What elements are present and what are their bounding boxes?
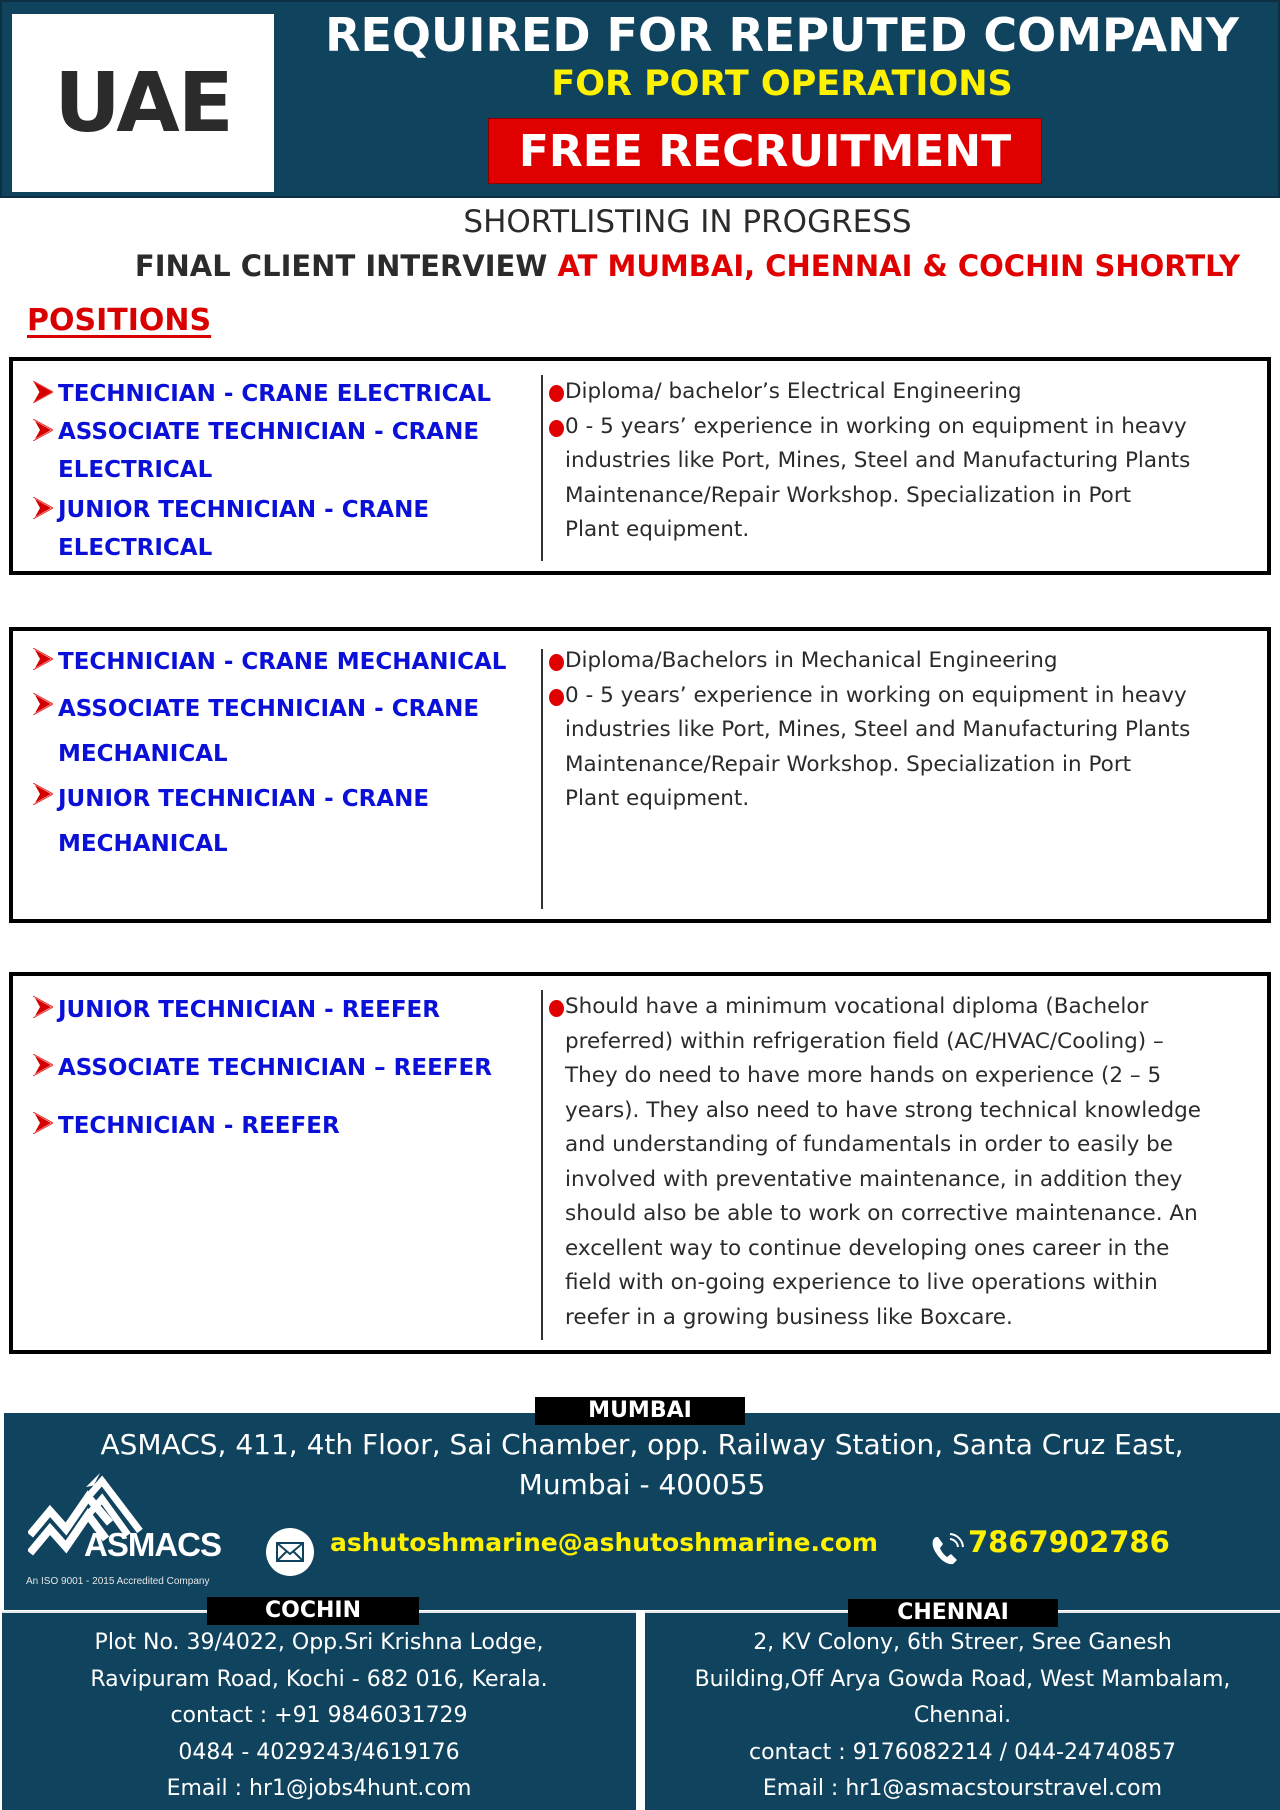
mail-icon	[266, 1528, 314, 1576]
mumbai-office-panel	[4, 1413, 1280, 1610]
position-list	[23, 642, 543, 867]
requirement-list	[549, 375, 1279, 548]
cochin-label: COCHIN	[207, 1597, 419, 1625]
mumbai-phone-link[interactable]: 7867902786	[968, 1525, 1170, 1559]
position-list	[23, 990, 543, 1164]
position-list	[23, 375, 543, 569]
phone-icon	[928, 1531, 966, 1569]
position-item: ASSOCIATE TECHNICIAN - CRANE ELECTRICAL	[23, 413, 543, 491]
position-item: TECHNICIAN - REEFER	[23, 1106, 543, 1164]
column-divider	[541, 649, 543, 909]
arrow-bullet-icon	[33, 1112, 53, 1134]
position-item: ASSOCIATE TECHNICIAN – REEFER	[23, 1048, 543, 1106]
bullet-dot-icon	[549, 689, 564, 706]
chennai-details: 2, KV Colony, 6th Streer, Sree Ganesh Building,Off Arya Gowda Road, West Mambalam, Chennai. contact : 9176082214 / 044-24740857 Email : hr1@asmacstourstravel.com	[694, 1630, 1231, 1801]
interview-locations: AT MUMBAI, CHENNAI & COCHIN SHORTLY	[557, 249, 1241, 283]
requirement-item: Diploma/ bachelor’s Electrical Engineering	[549, 375, 1279, 410]
column-divider	[541, 990, 543, 1340]
cochin-email[interactable]: Email : hr1@jobs4hunt.com	[166, 1776, 472, 1801]
mumbai-email-link[interactable]: ashutoshmarine@ashutoshmarine.com	[330, 1528, 878, 1557]
headline-title: REQUIRED FOR REPUTED COMPANY	[325, 8, 1239, 62]
position-block-reefer	[9, 972, 1271, 1354]
headline-subtitle: FOR PORT OPERATIONS	[551, 64, 1013, 104]
arrow-bullet-icon	[33, 996, 53, 1018]
arrow-bullet-icon	[33, 648, 53, 670]
position-block-crane-mechanical	[9, 627, 1271, 923]
requirement-item: Diploma/Bachelors in Mechanical Engineering	[549, 644, 1279, 679]
chennai-label: CHENNAI	[848, 1599, 1058, 1627]
requirement-list	[549, 990, 1279, 1335]
arrow-bullet-icon	[33, 419, 53, 441]
position-item: TECHNICIAN - CRANE MECHANICAL	[23, 642, 543, 687]
bullet-dot-icon	[549, 1000, 564, 1017]
interview-line	[0, 249, 1280, 283]
chennai-email[interactable]: Email : hr1@asmacstourstravel.com	[762, 1776, 1163, 1801]
arrow-bullet-icon	[33, 497, 53, 519]
requirement-list	[549, 644, 1279, 817]
free-recruitment-badge	[488, 118, 1042, 184]
position-item: JUNIOR TECHNICIAN - CRANE ELECTRICAL	[23, 491, 543, 569]
position-item: ASSOCIATE TECHNICIAN - CRANE MECHANICAL	[23, 687, 543, 777]
country-box	[12, 14, 274, 192]
bullet-dot-icon	[549, 385, 564, 402]
mumbai-address: ASMACS, 411, 4th Floor, Sai Chamber, opp. Railway Station, Santa Cruz East, Mumbai - 400055	[100, 1428, 1184, 1501]
badge-label: FREE RECRUITMENT	[518, 125, 1012, 177]
position-block-crane-electrical	[9, 357, 1271, 575]
chennai-office-panel	[645, 1611, 1280, 1810]
status-line: SHORTLISTING IN PROGRESS	[463, 204, 912, 240]
logo-name: ASMACS	[84, 1526, 222, 1563]
position-item: JUNIOR TECHNICIAN - REEFER	[23, 990, 543, 1048]
arrow-bullet-icon	[33, 1054, 53, 1076]
requirement-item: 0 - 5 years’ experience in working on equipment in heavy industries like Port, Mines, Steel and Manufacturing Plants Maintenance/Repair Workshop. Specialization in Port Plant equipment.	[549, 410, 1279, 548]
column-divider	[541, 375, 543, 561]
position-item: JUNIOR TECHNICIAN - CRANE MECHANICAL	[23, 777, 543, 867]
interview-prefix: FINAL CLIENT INTERVIEW	[134, 249, 558, 283]
bullet-dot-icon	[549, 654, 564, 671]
logo-tagline: An ISO 9001 - 2015 Accredited Company	[26, 1576, 210, 1587]
arrow-bullet-icon	[33, 783, 53, 805]
position-item: TECHNICIAN - CRANE ELECTRICAL	[23, 375, 543, 413]
bullet-dot-icon	[549, 420, 564, 437]
country-label: UAE	[54, 55, 232, 151]
cochin-details: Plot No. 39/4022, Opp.Sri Krishna Lodge, Ravipuram Road, Kochi - 682 016, Kerala. contact : +91 9846031729 0484 - 4029243/4619176 Email : hr1@jobs4hunt.com	[90, 1630, 548, 1801]
positions-heading: POSITIONS	[27, 303, 212, 338]
header-banner	[0, 0, 1280, 198]
requirement-item: 0 - 5 years’ experience in working on equipment in heavy industries like Port, Mines, Steel and Manufacturing Plants Maintenance/Repair Workshop. Specialization in Port Plant equipment.	[549, 679, 1279, 817]
mumbai-label: MUMBAI	[535, 1397, 745, 1425]
cochin-office-panel	[2, 1611, 636, 1810]
arrow-bullet-icon	[33, 693, 53, 715]
requirement-item: Should have a minimum vocational diploma (Bachelor preferred) within refrigeration field (AC/HVAC/Cooling) – They do need to have more hands on experience (2 – 5 years). They also need to have strong technical knowledge and understanding of fundamentals in order to easily be involved with preventative maintenance, in addition they should also be able to work on corrective maintenance. An excellent way to continue developing ones career in the field with on-going experience to live operations within reefer in a growing business like Boxcare.	[549, 990, 1279, 1335]
arrow-bullet-icon	[33, 381, 53, 403]
